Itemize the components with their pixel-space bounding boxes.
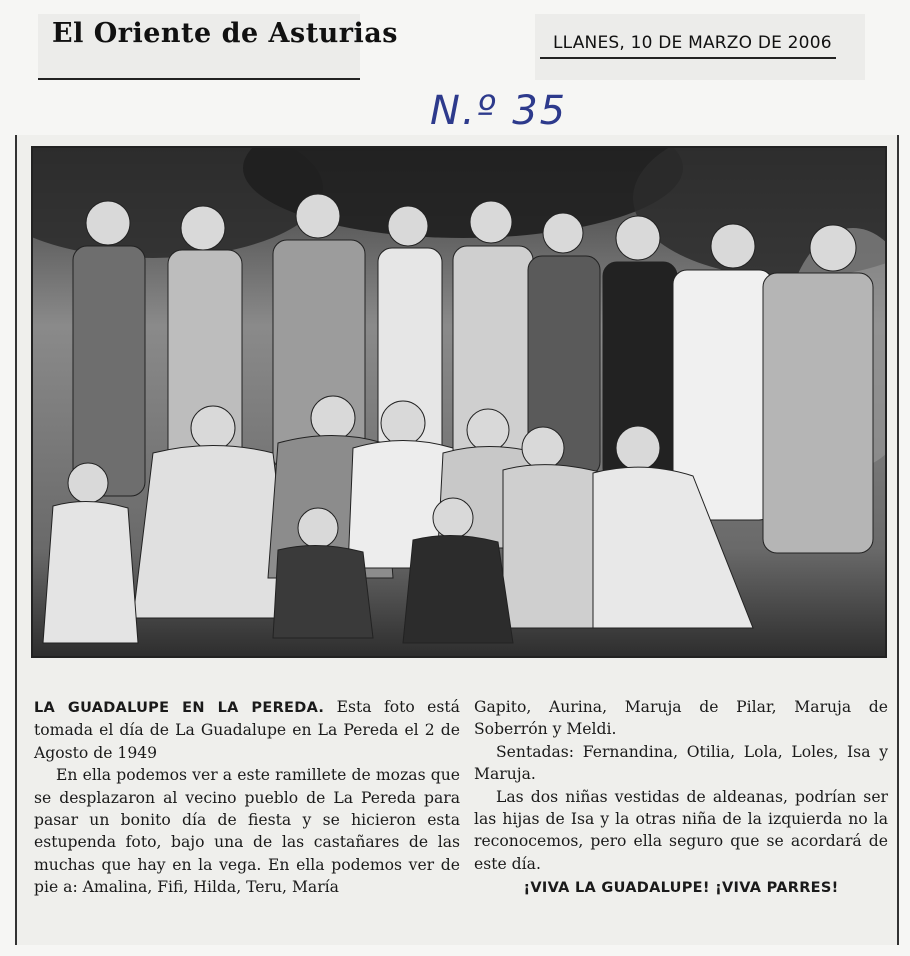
article-paragraph: En ella podemos ver a este ramillete de mozas que se desplazaron al vecino pueblo de La Pereda para pasar un bonito día de fiesta y se hicieron esta estupenda foto, bajo una de las castañares de las muchas que hay en la vega. En ella podemos ver de pie a: Amalina, Fifi, Hilda, Teru, María: [34, 766, 460, 897]
photo-illustration: [33, 148, 885, 656]
article-column-right: [474, 696, 888, 900]
article-children-note: Las dos niñas vestidas de aldeanas, podrían ser las hijas de Isa y la otras niña de la izquierda no la reconocemos, pero ella seguro que se acordará de este día.: [474, 787, 888, 873]
article-headline: LA GUADALUPE EN LA PEREDA.: [34, 700, 325, 716]
handwritten-number: N.º 35: [430, 88, 568, 134]
group-photo: [31, 146, 887, 658]
dateline-rule: [540, 57, 836, 59]
dateline: LLANES, 10 DE MARZO DE 2006: [553, 33, 832, 53]
newspaper-name: El Oriente de Asturias: [52, 18, 398, 49]
article-lead: Esta foto está tomada el día de La Guadalupe en La Pereda el 2 de Agosto de 1949: [34, 698, 460, 762]
article-column-left: [34, 696, 460, 899]
article-seated-list: Sentadas: Fernandina, Otilia, Lola, Loles, Isa y Maruja.: [474, 742, 888, 784]
article-closing: ¡VIVA LA GUADALUPE! ¡VIVA PARRES!: [523, 880, 839, 897]
article-paragraph-continued: Gapito, Aurina, Maruja de Pilar, Maruja de Soberrón y Meldi.: [474, 698, 888, 739]
